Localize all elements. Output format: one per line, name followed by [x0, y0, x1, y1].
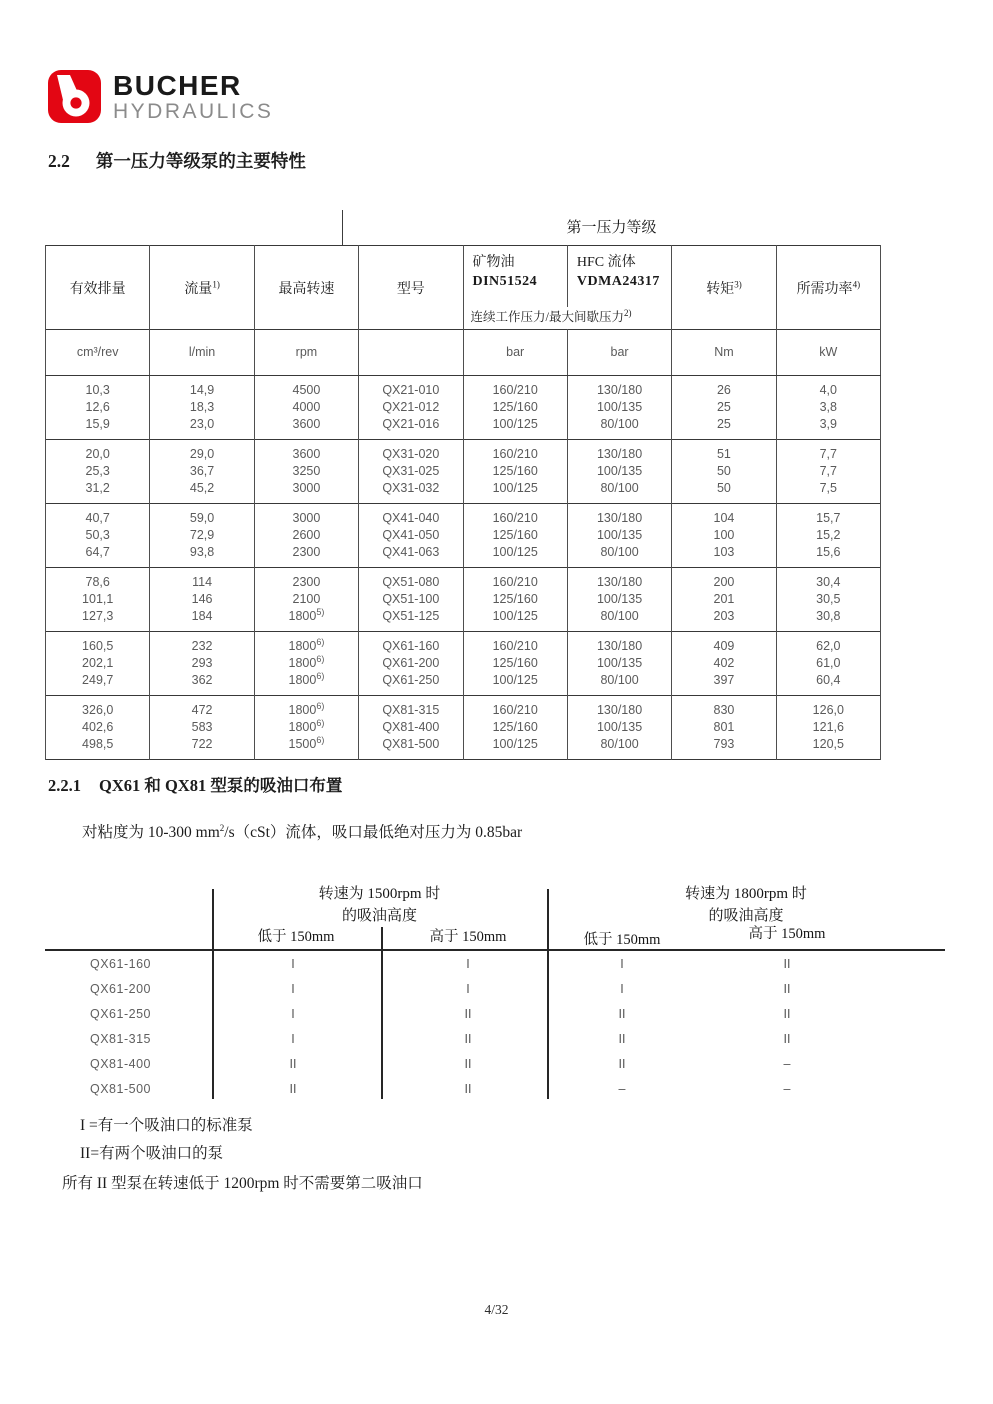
suction-port-value-cell: II	[783, 982, 791, 996]
torque-cell: 200	[672, 568, 776, 592]
col-header-torque: 转矩$^{3)}$	[672, 246, 776, 330]
hfc-pressure-cell: 100/135	[567, 399, 671, 416]
section-number: 2.2	[48, 151, 70, 171]
mineral-pressure-cell: 100/125	[463, 544, 567, 568]
displacement-cell: 127,3	[46, 608, 150, 632]
suction-port-value-cell: II	[783, 1032, 791, 1046]
note-line: 所有 II 型泵在转速低于 1200rpm 时不需要第二吸油口	[62, 1175, 423, 1192]
power-cell: 30,4	[776, 568, 880, 592]
section-title: 第一压力等级泵的主要特性	[95, 151, 306, 171]
unit-hfc: bar	[567, 330, 671, 376]
hfc-pressure-cell: 100/135	[567, 591, 671, 608]
suction-port-value-cell: I	[291, 1007, 295, 1021]
flow-cell: 184	[150, 608, 254, 632]
model-cell: QX61-200	[90, 982, 151, 996]
torque-cell: 50	[672, 463, 776, 480]
speed-cell: 3250	[254, 463, 358, 480]
mineral-pressure-cell: 160/210	[463, 632, 567, 656]
span-header-first-pressure-stage: 第一压力等级	[566, 220, 657, 236]
torque-cell: 51	[672, 440, 776, 464]
table-row	[46, 672, 881, 696]
displacement-cell: 326,0	[46, 696, 150, 720]
table-row	[46, 719, 881, 736]
model-cell: QX81-400	[90, 1057, 151, 1071]
table-row	[45, 953, 945, 978]
displacement-cell: 10,3	[46, 376, 150, 400]
power-cell: 3,9	[776, 416, 880, 440]
power-cell: 62,0	[776, 632, 880, 656]
flow-cell: 472	[150, 696, 254, 720]
suction-port-value-cell: I	[291, 982, 295, 996]
table-header-rule	[45, 949, 945, 951]
suction-port-value-cell: II	[618, 1057, 626, 1071]
table-row	[45, 1028, 945, 1053]
hfc-pressure-cell: 130/180	[567, 440, 671, 464]
unit-model	[359, 330, 463, 376]
suction-port-value-cell: –	[618, 1082, 626, 1096]
sub-header-above-150mm-1800: 高于 150mm	[748, 926, 826, 942]
torque-cell: 801	[672, 719, 776, 736]
torque-cell: 103	[672, 544, 776, 568]
displacement-cell: 12,6	[46, 399, 150, 416]
note-line: II=有两个吸油口的泵	[80, 1145, 224, 1162]
unit-mineral: bar	[463, 330, 567, 376]
hfc-pressure-cell: 80/100	[567, 416, 671, 440]
units-row	[46, 330, 881, 376]
table-row	[46, 608, 881, 632]
col-header-power: 所需功率$^{4)}$	[776, 246, 880, 330]
hfc-pressure-cell: 80/100	[567, 608, 671, 632]
power-cell: 15,7	[776, 504, 880, 528]
table-row	[46, 527, 881, 544]
flow-cell: 45,2	[150, 480, 254, 504]
speed-cell: 3600	[254, 416, 358, 440]
sub-header-below-150mm-1500: 低于 150mm	[257, 929, 335, 945]
hfc-pressure-cell: 100/135	[567, 527, 671, 544]
flow-cell: 23,0	[150, 416, 254, 440]
suction-port-value-cell: –	[783, 1057, 791, 1071]
suction-port-value-cell: –	[783, 1082, 791, 1096]
mineral-pressure-cell: 160/210	[463, 568, 567, 592]
table-row	[46, 655, 881, 672]
power-cell: 15,2	[776, 527, 880, 544]
displacement-cell: 402,6	[46, 719, 150, 736]
model-cell: QX31-020	[359, 440, 463, 464]
suction-port-value-cell: II	[618, 1007, 626, 1021]
suction-port-value-cell: I	[620, 957, 624, 971]
mineral-pressure-cell: 100/125	[463, 608, 567, 632]
suction-port-value-cell: II	[464, 1057, 472, 1071]
pressure-table-group	[46, 568, 881, 632]
mineral-pressure-cell: 160/210	[463, 376, 567, 400]
speed-cell: 1800$^{5)}$	[254, 608, 358, 632]
table-row	[45, 1053, 945, 1078]
mineral-pressure-cell: 125/160	[463, 399, 567, 416]
torque-cell: 397	[672, 672, 776, 696]
mineral-pressure-cell: 100/125	[463, 736, 567, 760]
speed-cell: 1800$^{6)}$	[254, 655, 358, 672]
col-header-hfc-fluid: HFC 流体 VDMA24317	[567, 246, 671, 308]
table-row	[45, 1078, 945, 1103]
displacement-cell: 202,1	[46, 655, 150, 672]
hfc-pressure-cell: 130/180	[567, 632, 671, 656]
table-row	[46, 696, 881, 720]
table-row	[46, 591, 881, 608]
speed-cell: 1800$^{6)}$	[254, 719, 358, 736]
displacement-cell: 78,6	[46, 568, 150, 592]
suction-port-value-cell: II	[464, 1007, 472, 1021]
units-row-group	[46, 330, 881, 376]
table-row	[46, 416, 881, 440]
table-row	[46, 440, 881, 464]
sub-header-below-150mm-1800: 低于 150mm	[583, 932, 661, 948]
suction-port-value-cell: I	[291, 1032, 295, 1046]
mineral-pressure-cell: 125/160	[463, 463, 567, 480]
section-2-2-heading	[48, 148, 306, 173]
displacement-cell: 498,5	[46, 736, 150, 760]
hfc-pressure-cell: 100/135	[567, 463, 671, 480]
speed-cell: 4500	[254, 376, 358, 400]
suction-port-value-cell: I	[291, 957, 295, 971]
torque-cell: 104	[672, 504, 776, 528]
table-row	[46, 480, 881, 504]
unit-displacement: cm³/rev	[46, 330, 150, 376]
group-header-1800rpm: 转速为 1800rpm 时 的吸油高度	[685, 886, 807, 924]
note-line: I =有一个吸油口的标准泵	[80, 1117, 253, 1134]
flow-cell: 362	[150, 672, 254, 696]
col-header-displacement: 有效排量	[46, 246, 150, 330]
hfc-pressure-cell: 80/100	[567, 736, 671, 760]
col-header-flow: 流量$^{1)}$	[150, 246, 254, 330]
suction-port-value-cell: II	[289, 1082, 297, 1096]
torque-cell: 402	[672, 655, 776, 672]
model-cell: QX61-250	[359, 672, 463, 696]
suction-port-value-cell: II	[464, 1082, 472, 1096]
displacement-cell: 25,3	[46, 463, 150, 480]
flow-cell: 146	[150, 591, 254, 608]
suction-table-rows	[45, 953, 945, 1103]
model-cell: QX41-050	[359, 527, 463, 544]
flow-cell: 29,0	[150, 440, 254, 464]
flow-cell: 114	[150, 568, 254, 592]
hfc-pressure-cell: 130/180	[567, 696, 671, 720]
table-row	[46, 399, 881, 416]
bucher-logo	[48, 70, 273, 128]
flow-cell: 232	[150, 632, 254, 656]
model-cell: QX61-200	[359, 655, 463, 672]
table-row	[46, 568, 881, 592]
power-cell: 121,6	[776, 719, 880, 736]
hfc-pressure-cell: 80/100	[567, 480, 671, 504]
displacement-cell: 40,7	[46, 504, 150, 528]
pressure-table-header	[46, 246, 881, 330]
suction-port-value-cell: I	[466, 957, 470, 971]
flow-cell: 72,9	[150, 527, 254, 544]
bucher-logo-icon	[48, 70, 101, 128]
suction-port-value-cell: I	[620, 982, 624, 996]
torque-cell: 203	[672, 608, 776, 632]
model-cell: QX41-063	[359, 544, 463, 568]
group-header-1500rpm: 转速为 1500rpm 时 的吸油高度	[318, 886, 441, 924]
power-cell: 61,0	[776, 655, 880, 672]
model-cell: QX61-250	[90, 1007, 151, 1021]
pressure-table	[45, 245, 881, 760]
displacement-cell: 15,9	[46, 416, 150, 440]
table-row	[45, 1003, 945, 1028]
sub-header-above-150mm-1500: 高于 150mm	[429, 929, 507, 945]
brand-subname: HYDRAULICS	[113, 100, 274, 123]
mineral-pressure-cell: 160/210	[463, 696, 567, 720]
hfc-pressure-cell: 100/135	[567, 719, 671, 736]
pressure-note: 连续工作压力/最大间歇压力$^{2)}$	[463, 307, 672, 330]
model-cell: QX21-010	[359, 376, 463, 400]
model-cell: QX21-012	[359, 399, 463, 416]
hfc-pressure-cell: 130/180	[567, 504, 671, 528]
torque-cell: 793	[672, 736, 776, 760]
table-row	[46, 376, 881, 400]
speed-cell: 1500$^{6)}$	[254, 736, 358, 760]
table-row	[46, 544, 881, 568]
mineral-pressure-cell: 125/160	[463, 591, 567, 608]
col-header-mineral-oil: 矿物油 DIN51524	[463, 246, 567, 308]
unit-speed: rpm	[254, 330, 358, 376]
displacement-cell: 64,7	[46, 544, 150, 568]
model-cell: QX81-315	[90, 1032, 151, 1046]
table-row	[46, 504, 881, 528]
model-cell: QX61-160	[359, 632, 463, 656]
suction-port-value-cell: II	[783, 1007, 791, 1021]
col-header-max-speed: 最高转速	[254, 246, 358, 330]
flow-cell: 14,9	[150, 376, 254, 400]
speed-cell: 2300	[254, 544, 358, 568]
mineral-pressure-cell: 160/210	[463, 504, 567, 528]
unit-flow: l/min	[150, 330, 254, 376]
power-cell: 30,8	[776, 608, 880, 632]
torque-cell: 25	[672, 399, 776, 416]
mineral-pressure-cell: 125/160	[463, 719, 567, 736]
suction-table	[45, 883, 945, 1105]
model-cell: QX51-125	[359, 608, 463, 632]
speed-cell: 1800$^{6)}$	[254, 632, 358, 656]
table-row	[46, 463, 881, 480]
torque-cell: 100	[672, 527, 776, 544]
col-header-model: 型号	[359, 246, 463, 330]
torque-cell: 201	[672, 591, 776, 608]
flow-cell: 36,7	[150, 463, 254, 480]
torque-cell: 830	[672, 696, 776, 720]
model-cell: QX31-032	[359, 480, 463, 504]
speed-cell: 2300	[254, 568, 358, 592]
unit-power: kW	[776, 330, 880, 376]
displacement-cell: 160,5	[46, 632, 150, 656]
model-cell: QX81-500	[359, 736, 463, 760]
model-cell: QX81-315	[359, 696, 463, 720]
displacement-cell: 50,3	[46, 527, 150, 544]
hfc-pressure-cell: 80/100	[567, 544, 671, 568]
mineral-pressure-cell: 125/160	[463, 655, 567, 672]
pressure-table-group	[46, 504, 881, 568]
displacement-cell: 249,7	[46, 672, 150, 696]
torque-cell: 50	[672, 480, 776, 504]
suction-port-value-cell: II	[464, 1032, 472, 1046]
displacement-cell: 101,1	[46, 591, 150, 608]
speed-cell: 3000	[254, 480, 358, 504]
mineral-pressure-cell: 160/210	[463, 440, 567, 464]
flow-cell: 93,8	[150, 544, 254, 568]
displacement-cell: 20,0	[46, 440, 150, 464]
suction-port-value-cell: II	[289, 1057, 297, 1071]
pressure-table-group	[46, 440, 881, 504]
speed-cell: 4000	[254, 399, 358, 416]
model-cell: QX81-400	[359, 719, 463, 736]
hfc-pressure-cell: 130/180	[567, 376, 671, 400]
flow-cell: 583	[150, 719, 254, 736]
mineral-pressure-cell: 125/160	[463, 527, 567, 544]
pressure-table-group	[46, 696, 881, 760]
speed-cell: 3000	[254, 504, 358, 528]
model-cell: QX51-080	[359, 568, 463, 592]
power-cell: 15,6	[776, 544, 880, 568]
torque-cell: 26	[672, 376, 776, 400]
table-row	[46, 632, 881, 656]
unit-torque: Nm	[672, 330, 776, 376]
speed-cell: 2600	[254, 527, 358, 544]
model-cell: QX41-040	[359, 504, 463, 528]
model-cell: QX61-160	[90, 957, 151, 971]
mineral-pressure-cell: 100/125	[463, 480, 567, 504]
suction-port-value-cell: II	[783, 957, 791, 971]
power-cell: 120,5	[776, 736, 880, 760]
section-number: 2.2.1	[48, 776, 81, 795]
speed-cell: 3600	[254, 440, 358, 464]
viscosity-paragraph: 对粘度为 10-300 $mm^2/s(cSt)$流体，吸口最低绝对压力为 0.85bar	[82, 822, 523, 841]
table-row	[45, 978, 945, 1003]
speed-cell: 2100	[254, 591, 358, 608]
flow-cell: 293	[150, 655, 254, 672]
section-title: QX61 和 QX81 型泵的吸油口布置	[99, 776, 343, 795]
section-2-2-1-heading	[48, 772, 342, 796]
pressure-table-group	[46, 632, 881, 696]
flow-cell: 18,3	[150, 399, 254, 416]
power-cell: 7,7	[776, 463, 880, 480]
power-cell: 7,7	[776, 440, 880, 464]
model-cell: QX51-100	[359, 591, 463, 608]
flow-cell: 722	[150, 736, 254, 760]
legend-notes	[62, 1112, 423, 1198]
brand-name: BUCHER	[113, 70, 242, 101]
power-cell: 60,4	[776, 672, 880, 696]
suction-port-value-cell: I	[466, 982, 470, 996]
mineral-pressure-cell: 100/125	[463, 672, 567, 696]
page-number: 4/32	[484, 1302, 509, 1317]
hfc-pressure-cell: 80/100	[567, 672, 671, 696]
model-cell: QX21-016	[359, 416, 463, 440]
flow-cell: 59,0	[150, 504, 254, 528]
table-row	[46, 736, 881, 760]
model-cell: QX81-500	[90, 1082, 151, 1096]
power-cell: 7,5	[776, 480, 880, 504]
power-cell: 3,8	[776, 399, 880, 416]
torque-cell: 25	[672, 416, 776, 440]
displacement-cell: 31,2	[46, 480, 150, 504]
model-cell: QX31-025	[359, 463, 463, 480]
hfc-pressure-cell: 130/180	[567, 568, 671, 592]
power-cell: 126,0	[776, 696, 880, 720]
hfc-pressure-cell: 100/135	[567, 655, 671, 672]
torque-cell: 409	[672, 632, 776, 656]
speed-cell: 1800$^{6)}$	[254, 672, 358, 696]
speed-cell: 1800$^{6)}$	[254, 696, 358, 720]
pressure-table-group	[46, 376, 881, 440]
mineral-pressure-cell: 100/125	[463, 416, 567, 440]
power-cell: 30,5	[776, 591, 880, 608]
power-cell: 4,0	[776, 376, 880, 400]
suction-port-value-cell: II	[618, 1032, 626, 1046]
